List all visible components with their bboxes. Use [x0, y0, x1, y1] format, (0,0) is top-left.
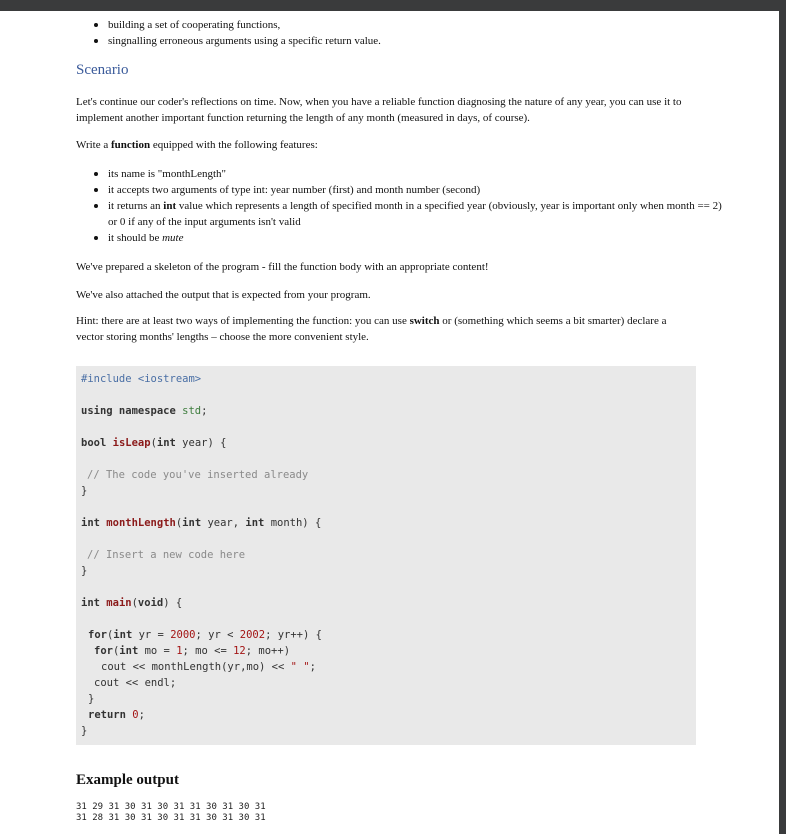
code-token: }	[81, 725, 88, 737]
code-token: ; yr++) {	[265, 629, 322, 641]
code-line	[88, 692, 94, 706]
code-token: ; mo <=	[182, 645, 234, 657]
paragraph-write-function	[76, 137, 690, 153]
list-item: building a set of cooperating functions,	[108, 17, 381, 33]
code-token: void	[137, 597, 164, 609]
code-token: isLeap	[112, 437, 151, 449]
text-span: value which represents a length of specified month in a specified year (obviously, year is important only when month == 2) or 0 if any of the input arguments isn't valid	[108, 200, 722, 228]
code-line	[94, 676, 176, 690]
code-token: }	[88, 693, 95, 705]
paragraph-skeleton: We've prepared a skeleton of the program - fill the function body with an appropriate content!	[76, 261, 489, 273]
scenario-heading: Scenario	[76, 62, 129, 78]
code-comment: // The code you've inserted already	[87, 469, 309, 481]
output-line: 31 29 31 30 31 30 31 31 30 31 30 31	[76, 802, 266, 812]
code-token: 1	[176, 645, 183, 657]
code-line	[81, 372, 201, 386]
code-line	[81, 484, 87, 498]
code-token: int	[182, 517, 202, 529]
code-token: bool	[81, 437, 107, 449]
code-token: }	[81, 485, 88, 497]
code-token: cout << endl;	[94, 677, 177, 689]
bold-text: int	[163, 200, 177, 212]
code-token: for	[88, 629, 107, 641]
code-token: 2002	[239, 629, 266, 641]
output-line: 31 28 31 30 31 30 31 31 30 31 30 31	[76, 813, 266, 823]
example-output-block	[76, 802, 266, 824]
code-token: year) {	[175, 437, 227, 449]
code-line	[81, 516, 321, 530]
code-token: 0	[125, 709, 139, 721]
code-token: int	[81, 597, 100, 609]
paragraph-output-note: We've also attached the output that is expected from your program.	[76, 289, 371, 301]
bold-text: switch	[409, 315, 440, 327]
code-token: }	[81, 565, 88, 577]
code-token: (	[131, 597, 138, 609]
feature-list	[76, 166, 722, 246]
viewer-top-bar	[0, 0, 786, 11]
code-line	[81, 436, 226, 450]
code-token: monthLength	[106, 517, 176, 529]
bold-text: function	[110, 139, 151, 151]
code-token: (	[150, 437, 157, 449]
code-token: (	[112, 645, 120, 657]
example-output-heading: Example output	[76, 772, 179, 788]
code-token: 12	[233, 645, 246, 657]
code-block	[76, 366, 696, 745]
code-token: mo =	[138, 645, 177, 657]
text-span: equipped with the following features:	[150, 139, 318, 151]
code-token: ;	[138, 709, 145, 721]
paragraph-hint	[76, 313, 690, 345]
list-item: its name is "monthLength"	[108, 166, 722, 182]
code-line	[101, 660, 316, 674]
code-token: cout << monthLength(yr,mo) <<	[101, 661, 291, 673]
italic-text: mute	[162, 232, 184, 244]
code-line	[87, 548, 245, 562]
code-line	[81, 596, 182, 610]
list-item: it accepts two arguments of type int: year number (first) and month number (second)	[108, 182, 722, 198]
code-token: year,	[201, 517, 246, 529]
code-line	[81, 404, 207, 418]
viewer-scrollbar-track[interactable]	[779, 0, 786, 834]
code-line	[81, 564, 87, 578]
text-span: Write a	[76, 139, 111, 151]
code-token: std	[175, 405, 202, 417]
code-token: ; yr <	[195, 629, 240, 641]
code-token: int	[119, 645, 139, 657]
list-item	[108, 198, 722, 230]
code-token: ) {	[163, 597, 183, 609]
intro-bullet-list	[76, 17, 381, 49]
text-span: it should be	[108, 232, 163, 244]
code-token: (	[175, 517, 183, 529]
code-line	[88, 628, 322, 642]
code-token: month) {	[264, 517, 322, 529]
code-token: 2000	[170, 629, 196, 641]
text-span: or (something which seems a bit smarter) declare a vector storing months' lengths – choose the more convenient style.	[76, 315, 667, 343]
code-token: int	[245, 517, 265, 529]
code-token: int	[81, 517, 100, 529]
code-line	[87, 468, 308, 482]
text-span: Hint: there are at least two ways of implementing the function: you can use	[76, 315, 410, 327]
code-comment: // Insert a new code here	[87, 549, 246, 561]
text-span: it returns an	[108, 200, 164, 212]
code-token: int	[156, 437, 176, 449]
paragraph-intro: Let's continue our coder's reflections on time. Now, when you have a reliable function diagnosing the nature of any year, you can use it to implement another important function returning the length of any month (measured in days, of course).	[76, 96, 682, 124]
code-token: ;	[309, 661, 316, 673]
code-line	[81, 724, 87, 738]
list-item: singnalling erroneous arguments using a specific return value.	[108, 35, 381, 47]
code-token: ;	[201, 405, 208, 417]
code-token: ; mo++)	[245, 645, 291, 657]
code-token: for	[94, 645, 113, 657]
code-token: #include <iostream>	[81, 373, 202, 385]
code-token: return	[88, 709, 126, 721]
code-line	[94, 644, 290, 658]
code-line	[88, 708, 145, 722]
code-token: yr =	[132, 629, 171, 641]
code-token: int	[113, 629, 133, 641]
list-item	[108, 230, 722, 246]
code-token: main	[106, 597, 132, 609]
code-token: using namespace	[81, 405, 176, 417]
document-page	[0, 11, 779, 834]
code-token: " "	[290, 661, 310, 673]
code-token: (	[106, 629, 114, 641]
